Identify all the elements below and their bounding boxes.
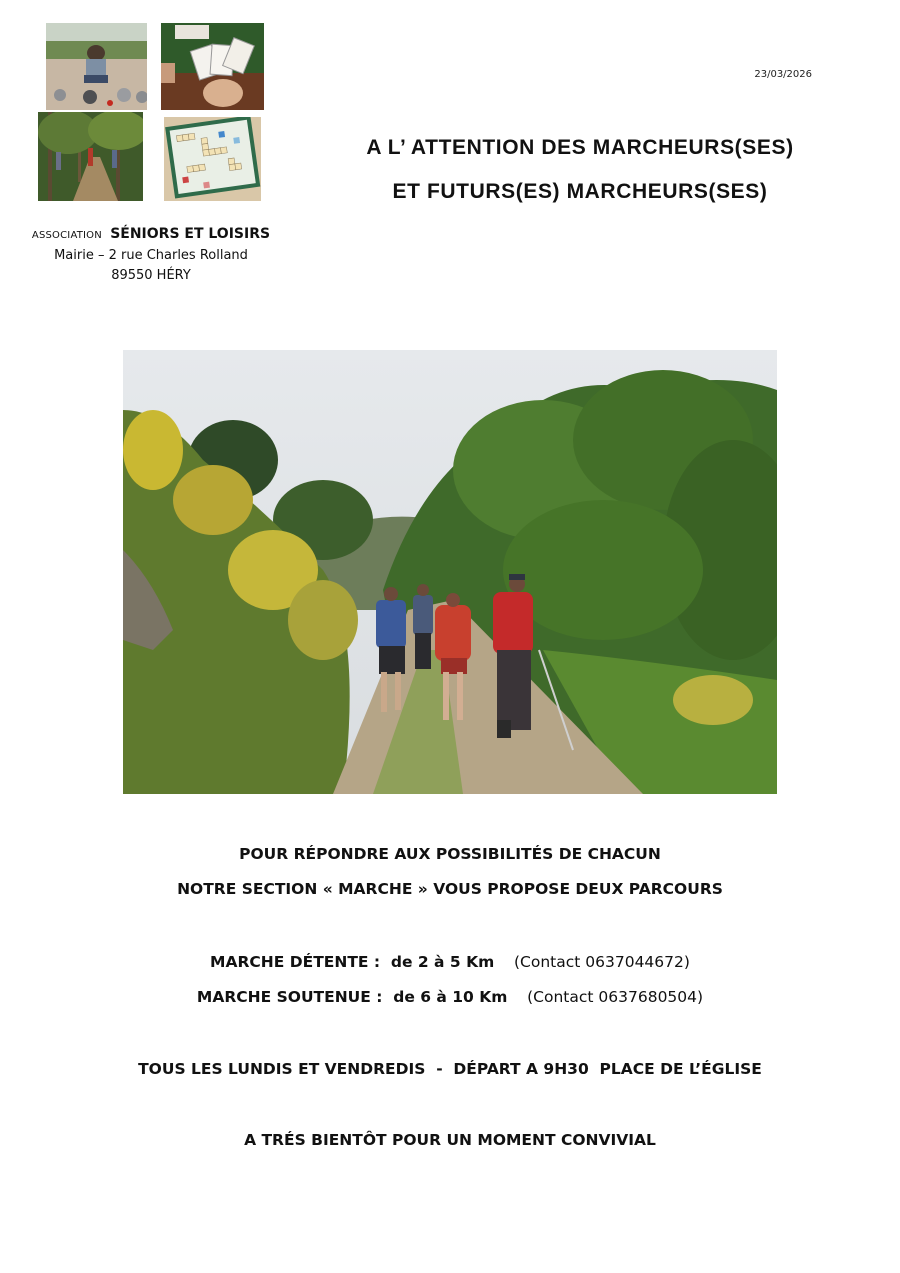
walk-detente-label: MARCHE DÉTENTE : de 2 à 5 Km [210, 953, 495, 971]
scrabble-board-photo [164, 117, 261, 201]
intro-line2: NOTRE SECTION « MARCHE » VOUS PROPOSE DEUX PARCOURS [177, 880, 723, 898]
walk-detente-contact: (Contact 0637044672) [513, 953, 690, 971]
association-prefix: ASSOCIATION [31, 230, 102, 241]
forest-walk-photo [38, 112, 143, 201]
card-game-photo [161, 23, 264, 110]
association-block [30, 224, 272, 286]
petanque-photo [46, 23, 147, 110]
schedule-line: TOUS LES LUNDIS ET VENDREDIS - DÉPART A 9H30 PLACE DE L’ÉGLISE [138, 1060, 762, 1078]
walk-soutenue-contact: (Contact 0637680504) [527, 988, 704, 1006]
page-title-line2: ET FUTURS(ES) MARCHEURS(SES) [392, 180, 768, 203]
walk-detente-row [0, 953, 900, 971]
walk-soutenue-label: MARCHE SOUTENUE : de 6 à 10 Km [196, 988, 508, 1006]
intro-line1: POUR RÉPONDRE AUX POSSIBILITÉS DE CHACUN [239, 845, 661, 863]
walk-soutenue-row [0, 988, 900, 1006]
association-address-line2: 89550 HÉRY [111, 268, 191, 283]
page-title-line1: A L’ ATTENTION DES MARCHEURS(SES) [366, 136, 794, 159]
association-address-line1: Mairie – 2 rue Charles Rolland [54, 248, 248, 263]
closing-line: A TRÉS BIENTÔT POUR UN MOMENT CONVIVIAL [244, 1131, 656, 1149]
association-name: SÉNIORS ET LOISIRS [110, 226, 271, 242]
document-date: 23/03/2026 [754, 69, 812, 80]
hikers-on-trail-photo [123, 350, 777, 794]
